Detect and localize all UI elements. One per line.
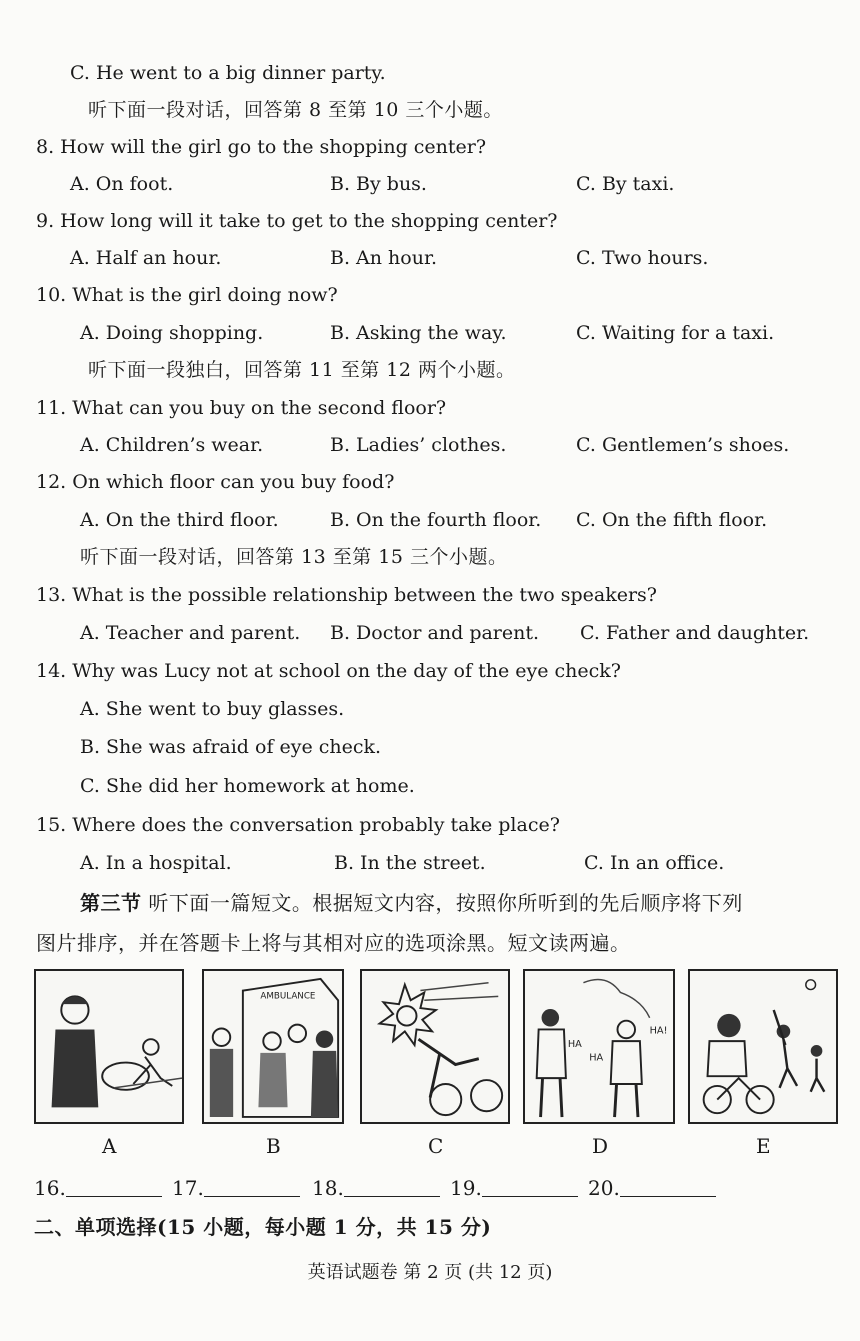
answer-blank-17	[172, 1176, 300, 1200]
part-2-heading: 二、单项选择(15 小题，每小题 1 分，共 15 分)	[34, 1215, 492, 1239]
q8-option-b: B. By bus.	[330, 173, 427, 195]
answer-blank-18	[312, 1176, 440, 1200]
blank-number: 18.	[312, 1176, 344, 1200]
q8-option-c: C. By taxi.	[576, 173, 675, 195]
q14-option-a: A. She went to buy glasses.	[80, 698, 345, 720]
blank-number: 19.	[450, 1176, 482, 1200]
blank-line	[66, 1176, 162, 1197]
q15-option-c: C. In an office.	[584, 852, 725, 874]
picture-d	[523, 969, 675, 1124]
picture-a	[34, 969, 184, 1124]
q14-option-c: C. She did her homework at home.	[80, 775, 415, 797]
q8-option-a: A. On foot.	[70, 173, 174, 195]
picture-c	[360, 969, 510, 1124]
answer-blank-20	[588, 1176, 716, 1200]
picture-b-illustration	[204, 971, 342, 1122]
q13-option-c: C. Father and daughter.	[580, 622, 810, 644]
answer-blank-19	[450, 1176, 578, 1200]
section-instruction-13-15: 听下面一段对话，回答第 13 至第 15 三个小题。	[80, 546, 508, 568]
laugh-text-1: HA	[567, 1038, 582, 1050]
section-instruction-8-10: 听下面一段对话，回答第 8 至第 10 三个小题。	[88, 99, 503, 121]
q13-option-b: B. Doctor and parent.	[330, 622, 540, 644]
picture-label-d: D	[592, 1134, 609, 1158]
picture-e-illustration	[690, 971, 836, 1122]
picture-c-illustration	[362, 971, 508, 1122]
q10-option-b: B. Asking the way.	[330, 322, 507, 344]
blank-line	[482, 1176, 578, 1197]
section3-line1-text: 听下面一篇短文。根据短文内容，按照你所听到的先后顺序将下列	[141, 891, 743, 915]
blank-line	[620, 1176, 716, 1197]
q9-option-c: C. Two hours.	[576, 247, 709, 269]
q11-option-a: A. Children’s wear.	[80, 434, 264, 456]
question-11: 11. What can you buy on the second floor?	[36, 397, 447, 419]
q12-option-b: B. On the fourth floor.	[330, 509, 542, 531]
blank-number: 17.	[172, 1176, 204, 1200]
picture-label-e: E	[756, 1134, 771, 1158]
picture-a-illustration	[36, 971, 182, 1122]
question-9: 9. How long will it take to get to the shopping center?	[36, 210, 558, 232]
question-10: 10. What is the girl doing now?	[36, 284, 338, 306]
q9-option-b: B. An hour.	[330, 247, 437, 269]
answer-blank-16	[34, 1176, 162, 1200]
picture-label-b: B	[266, 1134, 281, 1158]
blank-number: 16.	[34, 1176, 66, 1200]
picture-label-a: A	[102, 1134, 117, 1158]
question-13: 13. What is the possible relationship between the two speakers?	[36, 584, 657, 606]
q9-option-a: A. Half an hour.	[70, 247, 222, 269]
prev-option-c: C. He went to a big dinner party.	[70, 62, 386, 84]
question-14: 14. Why was Lucy not at school on the day of the eye check?	[36, 660, 621, 682]
ambulance-label: AMBULANCE	[260, 991, 316, 1002]
q10-option-a: A. Doing shopping.	[80, 322, 264, 344]
picture-b	[202, 969, 344, 1124]
blank-line	[344, 1176, 440, 1197]
blank-number: 20.	[588, 1176, 620, 1200]
page-footer: 英语试题卷 第 2 页 (共 12 页)	[307, 1262, 553, 1283]
question-15: 15. Where does the conversation probably take place?	[36, 814, 560, 836]
q12-option-a: A. On the third floor.	[80, 509, 279, 531]
q13-option-a: A. Teacher and parent.	[80, 622, 301, 644]
question-12: 12. On which floor can you buy food?	[36, 471, 395, 493]
picture-e	[688, 969, 838, 1124]
laugh-text-2: HA	[589, 1052, 604, 1064]
blank-line	[204, 1176, 300, 1197]
q12-option-c: C. On the fifth floor.	[576, 509, 768, 531]
section3-line2: 图片排序，并在答题卡上将与其相对应的选项涂黑。短文读两遍。	[36, 931, 631, 955]
q10-option-c: C. Waiting for a taxi.	[576, 322, 775, 344]
q11-option-c: C. Gentlemen’s shoes.	[576, 434, 790, 456]
q14-option-b: B. She was afraid of eye check.	[80, 736, 382, 758]
picture-label-c: C	[428, 1134, 444, 1158]
section3-title: 第三节	[80, 891, 142, 915]
section3-line1	[80, 890, 743, 916]
section-instruction-11-12: 听下面一段独白，回答第 11 至第 12 两个小题。	[88, 359, 516, 381]
laugh-text-3: HA!	[649, 1025, 668, 1037]
q15-option-b: B. In the street.	[334, 852, 486, 874]
question-8: 8. How will the girl go to the shopping center?	[36, 136, 487, 158]
q11-option-b: B. Ladies’ clothes.	[330, 434, 507, 456]
picture-d-illustration	[525, 971, 673, 1122]
q15-option-a: A. In a hospital.	[80, 852, 232, 874]
